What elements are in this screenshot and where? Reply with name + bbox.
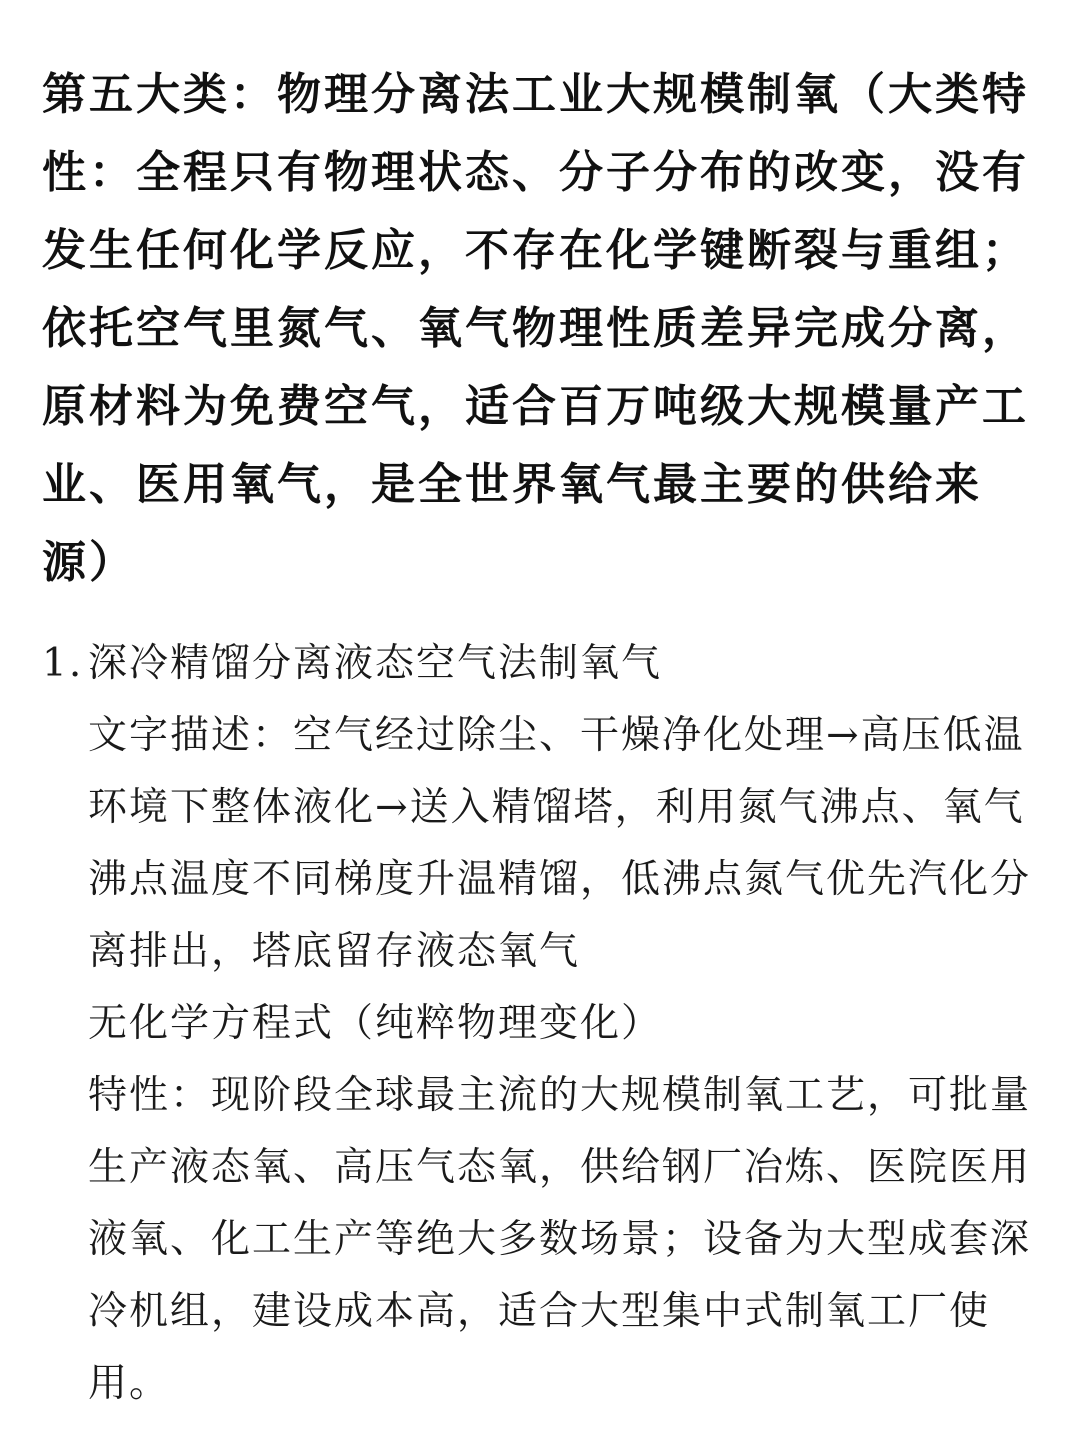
equation-note: 无化学方程式（纯粹物理变化） (88, 1001, 663, 1046)
method-section (42, 628, 1052, 1420)
method-characteristics: 特性：现阶段全球最主流的大规模制氧工艺，可批量生产液态氧、高压气态氧，供给钢厂冶炼、医院医用液氧、化工生产等绝大多数场景；设备为大型成套深冷机组，建设成本高，适合大型集中式制氧工厂使用。 (88, 1073, 1032, 1406)
method-number: 1. (42, 641, 84, 686)
method-title: 深冷精馏分离液态空气法制氧气 (88, 641, 663, 686)
category-heading: 第五大类：物理分离法工业大规模制氧（大类特性：全程只有物理状态、分子分布的改变，没有发生任何化学反应，不存在化学键断裂与重组；依托空气里氮气、氧气物理性质差异完成分离，原材料为免费空气，适合百万吨级大规模量产工业、医用氧气，是全世界氧气最主要的供给来源） (42, 69, 1029, 588)
method-body (88, 700, 1043, 1420)
method-description: 文字描述：空气经过除尘、干燥净化处理→高压低温环境下整体液化→送入精馏塔，利用氮气沸点、氧气沸点温度不同梯度升温精馏，低沸点氮气优先汽化分离排出，塔底留存液态氧气 (88, 713, 1032, 974)
method-title-line (42, 628, 1052, 700)
